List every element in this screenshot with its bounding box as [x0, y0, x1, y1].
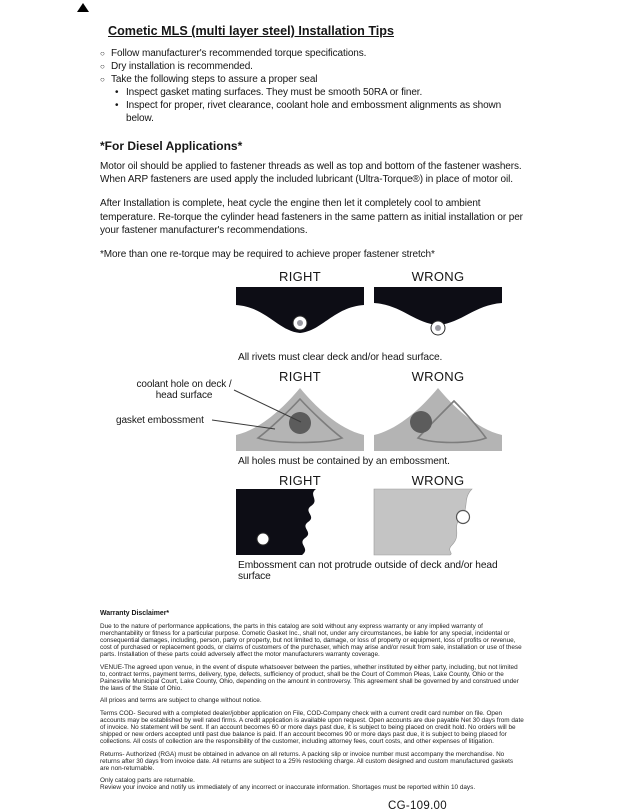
- wrong-label: WRONG: [411, 268, 465, 284]
- rivet-clearance-wrong-diagram: [374, 285, 502, 347]
- dot-bullet-icon: •: [115, 100, 119, 112]
- page-title: Cometic MLS (multi layer steel) Installation Tips: [108, 24, 394, 38]
- list-item: [100, 60, 524, 73]
- holes-caption: All holes must be contained by an embossment.: [238, 455, 450, 467]
- right-label: RIGHT: [279, 368, 321, 384]
- tip-text: Inspect for proper, rivet clearance, coolant hole and embossment alignments as shown below.: [126, 100, 502, 125]
- disclaimer-footer-line: Only catalog parts are returnable.: [100, 777, 195, 785]
- wrong-label: WRONG: [411, 368, 465, 384]
- disclaimer-paragraph: Returns- Authorized (RGA) must be obtained in advance on all returns. A packing slip or invoice number must accompany the merchandise. No returns after 30 days from invoice date. All returns are subject to a 25% restocking charge. All custom designed and custom manufactured gaskets are non-returnable.: [100, 750, 514, 773]
- right-label: RIGHT: [279, 268, 321, 284]
- right-label: RIGHT: [279, 472, 321, 488]
- tips-list: [100, 47, 524, 126]
- paragraph-line: When ARP fasteners are used apply the included lubricant (Ultra-Torque®) in place of motor oil.: [100, 173, 513, 185]
- retorque-note: *More than one re-torque may be required to achieve proper fastener stretch*: [100, 248, 435, 260]
- disclaimer-paragraph: All prices and terms are subject to change without notice.: [100, 697, 262, 705]
- diesel-heading: *For Diesel Applications*: [100, 138, 243, 153]
- diesel-paragraph-2: After Installation is complete, heat cycle the engine then let it completely cool to ambient temperature. Re-torque the cylinder head fasteners in the same pattern as initial installation or per your fastener manufacturer's recommendations.: [100, 198, 523, 237]
- warranty-disclaimer: [100, 610, 524, 792]
- diagram-row-rivets: [100, 270, 524, 363]
- tip-text: Dry installation is recommended.: [111, 61, 253, 73]
- embossment-containment-wrong-diagram: [374, 385, 502, 451]
- rivet-clearance-right-diagram: [236, 285, 364, 347]
- list-item: [100, 47, 524, 60]
- list-item: [115, 99, 524, 125]
- disclaimer-paragraph: VENUE-The agreed upon venue, in the event of dispute whatsoever between the parties, whether instituted by either party, including, but not limited to, contract terms, payment terms, delivery, type, defects, sufficiency of product, shall be the Court of Common Pleas, Lake County, Ohio or the Painesville Municipal Court, Lake County, Ohio, depending on the amount in controversy. This agreement shall be governed by and construed under the laws of the State of Ohio.: [100, 663, 519, 693]
- tip-text: Follow manufacturer's recommended torque specifications.: [111, 48, 367, 59]
- circle-bullet-icon: ○: [100, 49, 105, 58]
- rivet-caption: All rivets must clear deck and/or head surface.: [238, 351, 443, 363]
- diesel-paragraph-1: [100, 160, 524, 187]
- catalog-page-code: CG-109.00: [388, 799, 447, 812]
- tip-text: Inspect gasket mating surfaces. They must be smooth 50RA or finer.: [126, 87, 423, 99]
- protrusion-wrong-diagram: [374, 489, 502, 555]
- disclaimer-heading: Warranty Disclaimer*: [100, 609, 170, 617]
- dot-bullet-icon: •: [115, 87, 119, 99]
- disclaimer-footer-line: Review your invoice and notify us immediately of any incorrect or inaccurate information. Shortages must be reported within 10 days.: [100, 784, 476, 792]
- page-content: [100, 24, 524, 812]
- list-item: [100, 73, 524, 86]
- circle-bullet-icon: ○: [100, 75, 105, 85]
- disclaimer-paragraph: Terms COD- Secured with a completed dealer/jobber application on File, COD-Company check with a current credit card number on file. Open accounts may be established by well rated firms. A credit application is available upon request. Open accounts are due payable Net 30 days from date of invoice. No statement will be sent. If an account becomes 60 or more days past due, it is subject to being placed on credit hold. No orders will be shipped or new orders accepted until past due balance is paid. If an account becomes 90 or more days past due, it is subject to being placed for collections. All costs of collection are the responsibility of the customer, including attorney fees, court costs, and other expenses of litigation.: [100, 709, 524, 746]
- diagram-row-holes: [100, 370, 524, 467]
- circle-bullet-icon: ○: [100, 62, 105, 72]
- diagram-row-protrusion: [100, 474, 524, 582]
- paragraph-line: Motor oil should be applied to fastener threads as well as top and bottom of the fastener washers.: [100, 160, 522, 172]
- coolant-hole-label: coolant hole on deck / head surface: [136, 378, 232, 402]
- gasket-embossment-label: gasket embossment: [116, 414, 204, 426]
- wrong-label: WRONG: [411, 472, 465, 488]
- protrusion-caption: Embossment can not protrude outside of deck and/or head surface: [238, 559, 498, 582]
- crop-mark-icon: [77, 3, 89, 12]
- tip-text: Take the following steps to assure a proper seal: [111, 74, 318, 86]
- disclaimer-paragraph: Due to the nature of performance applications, the parts in this catalog are sold without any express warranty or any implied warranty of merchantability or fitness for a particular purpose. Cometic Gasket Inc., shall not, under any circumstances, be liable for any special, incidental or consequential damages, including, person, party or property, but not limited to, damage, or loss of property or equipment, loss of profits or revenue, cost of purchased or replacement goods, or claims of customers of the purchaser, which may arise and/or result from sale, installation or use of these parts. Installation of these parts could adversely affect the motor manufacturers warranty coverage.: [100, 622, 522, 659]
- list-item: [115, 86, 524, 99]
- pointer-lines: [205, 382, 315, 437]
- protrusion-right-diagram: [236, 489, 364, 555]
